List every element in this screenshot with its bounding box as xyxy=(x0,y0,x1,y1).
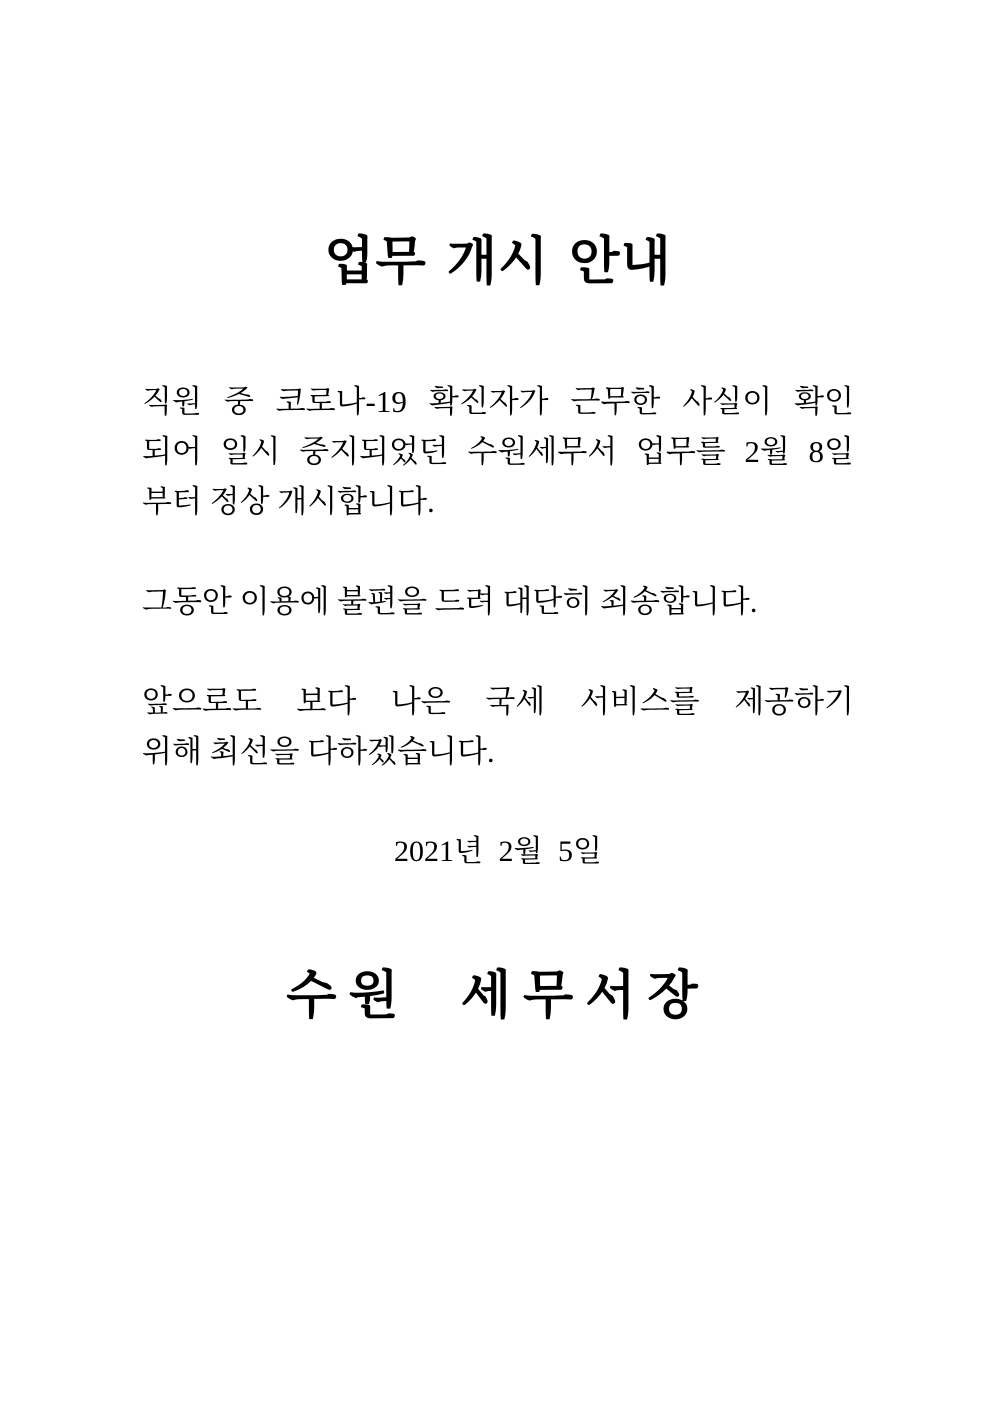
text-line: 그동안 이용에 불편을 드려 대단히 죄송합니다. xyxy=(142,584,758,619)
paragraph-resume-business xyxy=(142,377,854,527)
page-title: 업무 개시 안내 xyxy=(324,234,672,291)
text-line: 직원 중 코로나-19 확진자가 근무한 사실이 확인 xyxy=(142,384,854,419)
text-line: 위해 최선을 다하겠습니다. xyxy=(142,734,495,769)
signature-line: 수원 세무서장 xyxy=(286,968,710,1025)
paragraph-commitment xyxy=(142,677,854,777)
text-line: 부터 정상 개시합니다. xyxy=(142,484,435,519)
text-line: 되어 일시 중지되었던 수원세무서 업무를 2월 8일 xyxy=(142,434,854,469)
text-line: 앞으로도 보다 나은 국세 서비스를 제공하기 xyxy=(142,684,854,719)
paragraph-apology xyxy=(142,577,854,627)
date-line: 2021년 2월 5일 xyxy=(394,835,602,868)
